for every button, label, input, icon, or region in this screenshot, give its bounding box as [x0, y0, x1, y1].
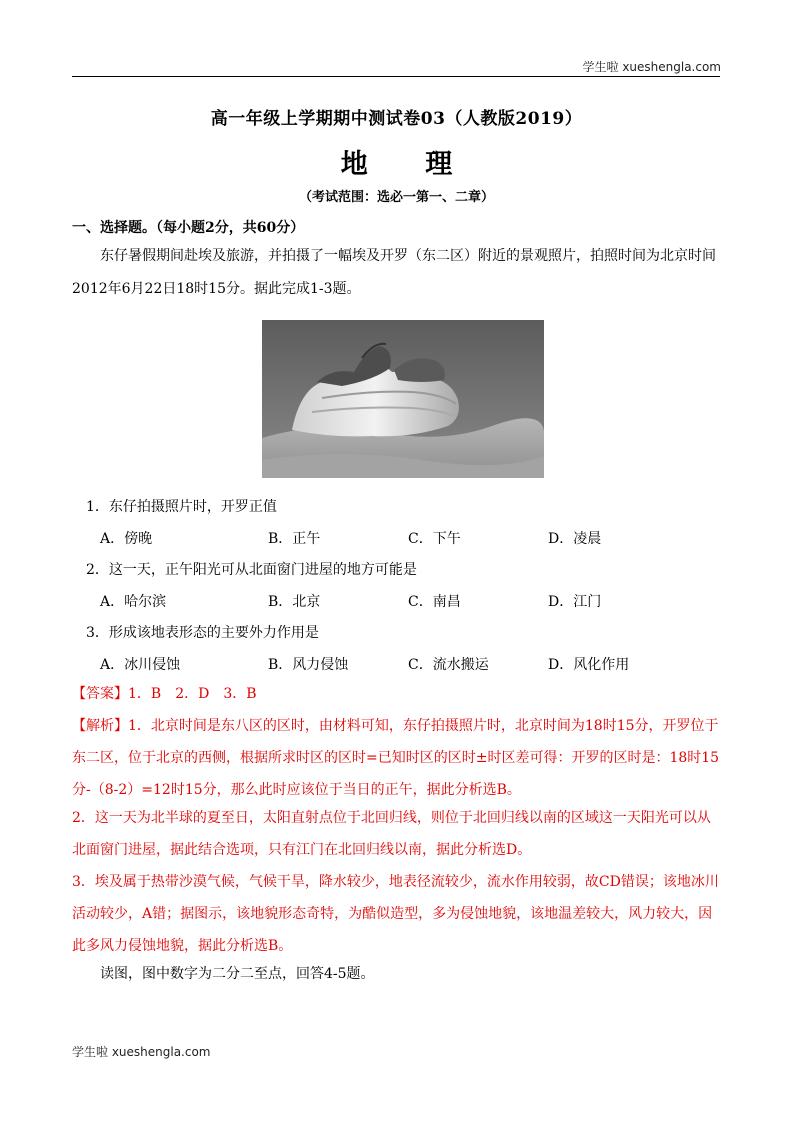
exam-scope: （考试范围：选必一第一、二章） [298, 190, 494, 205]
question-2-option-d: D．江门 [548, 594, 602, 610]
question-3-option-a: A．冰川侵蚀 [100, 657, 181, 673]
answer-key: 【答案】1．B 2．D 3．B [72, 686, 257, 702]
question-2-option-b: B．北京 [268, 594, 321, 610]
question-1-option-d: D．凌晨 [548, 531, 602, 547]
exam-title: 高一年级上学期期中测试卷03（人教版2019） [210, 109, 583, 129]
footer-site: 学生啦 xueshengla.com [72, 1045, 211, 1059]
question-2-stem: 2．这一天，正午阳光可从北面窗门进屋的地方可能是 [86, 562, 417, 578]
question-1-option-a: A．傍晚 [100, 531, 153, 547]
question-1-stem: 1．东仔拍摄照片时，开罗正值 [86, 499, 277, 515]
header-site: 学生啦 xueshengla.com [582, 60, 721, 74]
question-1-option-c: C．下午 [408, 531, 461, 547]
landscape-photo [262, 320, 544, 478]
question-2-option-a: A．哈尔滨 [100, 594, 167, 610]
question-3-option-c: C．流水搬运 [408, 657, 489, 673]
question-3-option-b: B．风力侵蚀 [268, 657, 349, 673]
analysis-2: 2．这一天为北半球的夏至日，太阳直射点位于北回归线，则位于北回归线以南的区域这一天阳光可以从北面窗门进屋，据此结合选项，只有江门在北回归线以南，据此分析选D。 [72, 810, 711, 858]
subject-title: 地 理 [340, 149, 477, 180]
next-question-intro: 读图，图中数字为二分二至点，回答4-5题。 [100, 966, 375, 982]
question-3-stem: 3．形成该地表形态的主要外力作用是 [86, 625, 319, 641]
question-3-option-d: D．风化作用 [548, 657, 630, 673]
header-divider [72, 76, 720, 77]
question-2-option-c: C．南昌 [408, 594, 461, 610]
section-heading: 一、选择题。（每小题2分，共60分） [72, 220, 305, 236]
question-1-option-b: B．正午 [268, 531, 321, 547]
analysis-3: 3．埃及属于热带沙漠气候，气候干旱，降水较少，地表径流较少，流水作用较弱，故CD错误；该地冰川活动较少，A错；据图示，该地貌形态奇特，为酷似造型，多为侵蚀地貌，该地温差较大，风力较大，因此多风力侵蚀地貌，据此分析选B。 [72, 874, 719, 954]
analysis-1: 【解析】1．北京时间是东八区的区时，由材料可知，东仔拍摄照片时，北京时间为18时15分，开罗位于东二区，位于北京的西侧，根据所求时区的区时=已知时区的区时±时区差可得：开罗的区时是：18时15分-（8-2）=12时15分，那么此时应该位于当日的正午，据此分析选B。 [72, 718, 720, 798]
question-intro: 东仔暑假期间赴埃及旅游，并拍摄了一幅埃及开罗（东二区）附近的景观照片，拍照时间为北京时间2012年6月22日18时15分。据此完成1-3题。 [72, 248, 716, 297]
